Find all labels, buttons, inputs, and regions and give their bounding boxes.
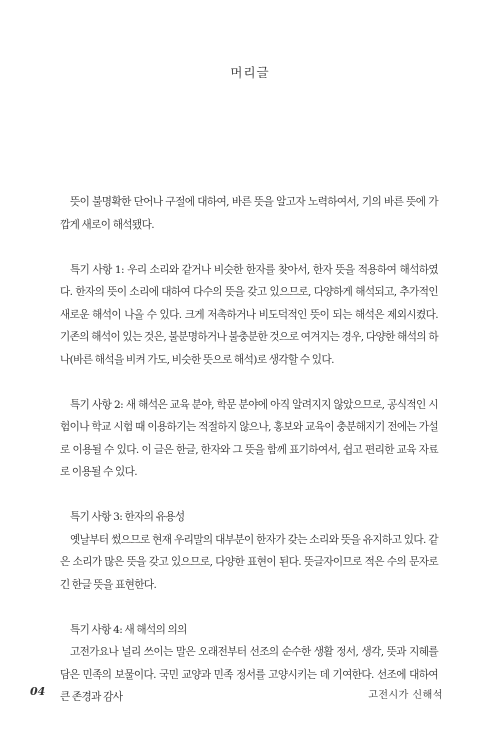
paragraph-gap — [60, 484, 438, 507]
paragraph-gap — [60, 236, 438, 259]
heading-note-4: 특기 사항 4: 새 해석의 의의 — [70, 623, 187, 636]
page-number: 04 — [30, 685, 46, 698]
heading-note-3: 특기 사항 3: 한자의 유용성 — [70, 511, 185, 523]
body-text — [60, 191, 438, 709]
paragraph-intro: 뜻이 불명확한 단어나 구절에 대하여, 바른 뜻을 알고자 노력하여서, 기의 바른 뜻에 가깝게 새로이 해석됐다. — [60, 196, 438, 231]
paragraph-note-1: 특기 사항 1: 우리 소리와 같거나 비슷한 한자를 찾아서, 한자 뜻을 적용하여 해석하였다. 한자의 뜻이 소리에 대하여 다수의 뜻을 갖고 있으므로, 다양하게 해석되고, 추가적인 새로운 해석이 나올 수 있다. 크게 저촉하거나 비도덕적인 뜻이 되는 해석은 제외시켰다. 기존의 해석이 있는 것은, 불분명하거나 불충분한 것으로 여겨지는 경우, 다양한 해석의 하나(바른 해석을 비켜 가도, 비슷한 뜻으로 해석)로 생각할 수 있다. — [60, 263, 438, 366]
paragraph-note-2: 특기 사항 2: 새 해석은 교육 분야, 학문 분야에 아직 알려지지 않았으므로, 공식적인 시험이나 학교 시험 때 이용하기는 적절하지 않으나, 홍보와 교육이 충분해지기 전에는 가설로 이용될 수 있다. 이 글은 한글, 한자와 그 뜻을 함께 표기하여서, 쉽고 편리한 교육 자료로 이용될 수 있다. — [60, 398, 438, 478]
paragraph-note-3: 옛날부터 썼으므로 현재 우리말의 대부분이 한자가 갖는 소리와 뜻을 유지하고 있다. 같은 소리가 많은 뜻을 갖고 있으므로, 다양한 표현이 된다. 뜻글자이므로 적은 수의 문자로 긴 한글 뜻을 표현한다. — [60, 533, 438, 591]
page-title: 머리글 — [230, 65, 270, 80]
running-title: 고전시가 신해석 — [368, 690, 443, 701]
paragraph-gap — [60, 371, 438, 394]
paragraph-gap — [60, 596, 438, 619]
paragraph-note-4: 고전가요나 널리 쓰이는 말은 오래전부터 선조의 순수한 생활 정서, 생각, 뜻과 지혜를 담은 민족의 보물이다. 국민 교양과 민족 정서를 고양시키는 데 기여한다. 선조에 대하여 큰 존경과 감사 — [60, 646, 438, 703]
